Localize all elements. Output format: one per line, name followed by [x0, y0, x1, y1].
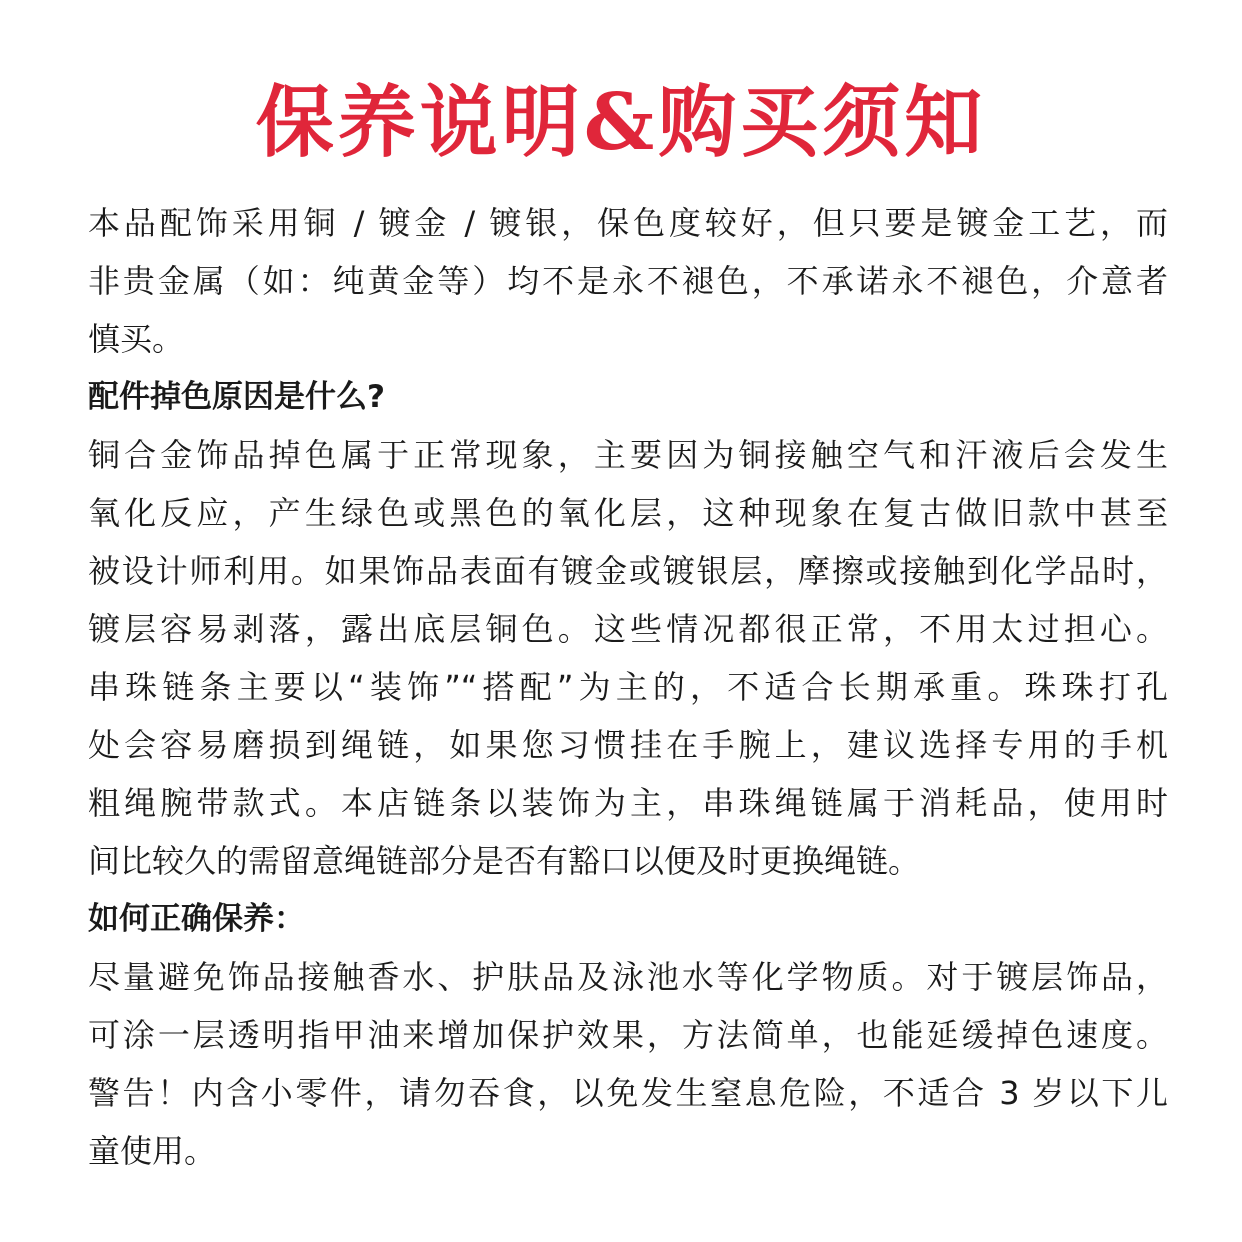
- section-heading-fading-reason: 配件掉色原因是什么?: [88, 379, 385, 415]
- fading-reason-line: 镀层容易剥落，露出底层铜色。这些情况都很正常，不用太过担心。: [88, 610, 1168, 648]
- fading-reason-line: 铜合金饰品掉色属于正常现象，主要因为铜接触空气和汗液后会发生: [88, 436, 1168, 474]
- fading-reason-paragraph: [88, 426, 1168, 890]
- fading-reason-line: 粗绳腕带款式。本店链条以装饰为主，串珠绳链属于消耗品，使用时: [88, 784, 1168, 822]
- maintenance-line: 尽量避免饰品接触香水、护肤品及泳池水等化学物质。对于镀层饰品，: [88, 958, 1168, 996]
- intro-line: 非贵金属（如：纯黄金等）均不是永不褪色，不承诺永不褪色，介意者: [88, 262, 1168, 300]
- fading-reason-line: 串珠链条主要以“装饰”“搭配”为主的，不适合长期承重。珠珠打孔: [88, 668, 1168, 706]
- page-title: 保养说明&购买须知: [255, 77, 987, 168]
- fading-reason-line: 氧化反应，产生绿色或黑色的氧化层，这种现象在复古做旧款中甚至: [88, 494, 1168, 532]
- fading-reason-line: 被设计师利用。如果饰品表面有镀金或镀银层，摩擦或接触到化学品时，: [88, 552, 1168, 590]
- intro-line: 慎买。: [88, 320, 185, 358]
- intro-paragraph: [88, 194, 1168, 368]
- intro-line: 本品配饰采用铜 / 镀金 / 镀银，保色度较好，但只要是镀金工艺，而: [88, 204, 1168, 242]
- fading-reason-line: 处会容易磨损到绳链，如果您习惯挂在手腕上，建议选择专用的手机: [88, 726, 1168, 764]
- fading-reason-line: 间比较久的需留意绳链部分是否有豁口以便及时更换绳链。: [88, 842, 921, 880]
- section-heading-maintenance: 如何正确保养：: [88, 901, 305, 937]
- maintenance-line: 警告！内含小零件，请勿吞食，以免发生窒息危险，不适合 3 岁以下儿: [88, 1074, 1168, 1112]
- content-body: [88, 194, 1168, 1180]
- maintenance-paragraph: [88, 948, 1168, 1180]
- maintenance-line: 可涂一层透明指甲油来增加保护效果，方法简单，也能延缓掉色速度。: [88, 1016, 1168, 1054]
- maintenance-line: 童使用。: [88, 1132, 217, 1170]
